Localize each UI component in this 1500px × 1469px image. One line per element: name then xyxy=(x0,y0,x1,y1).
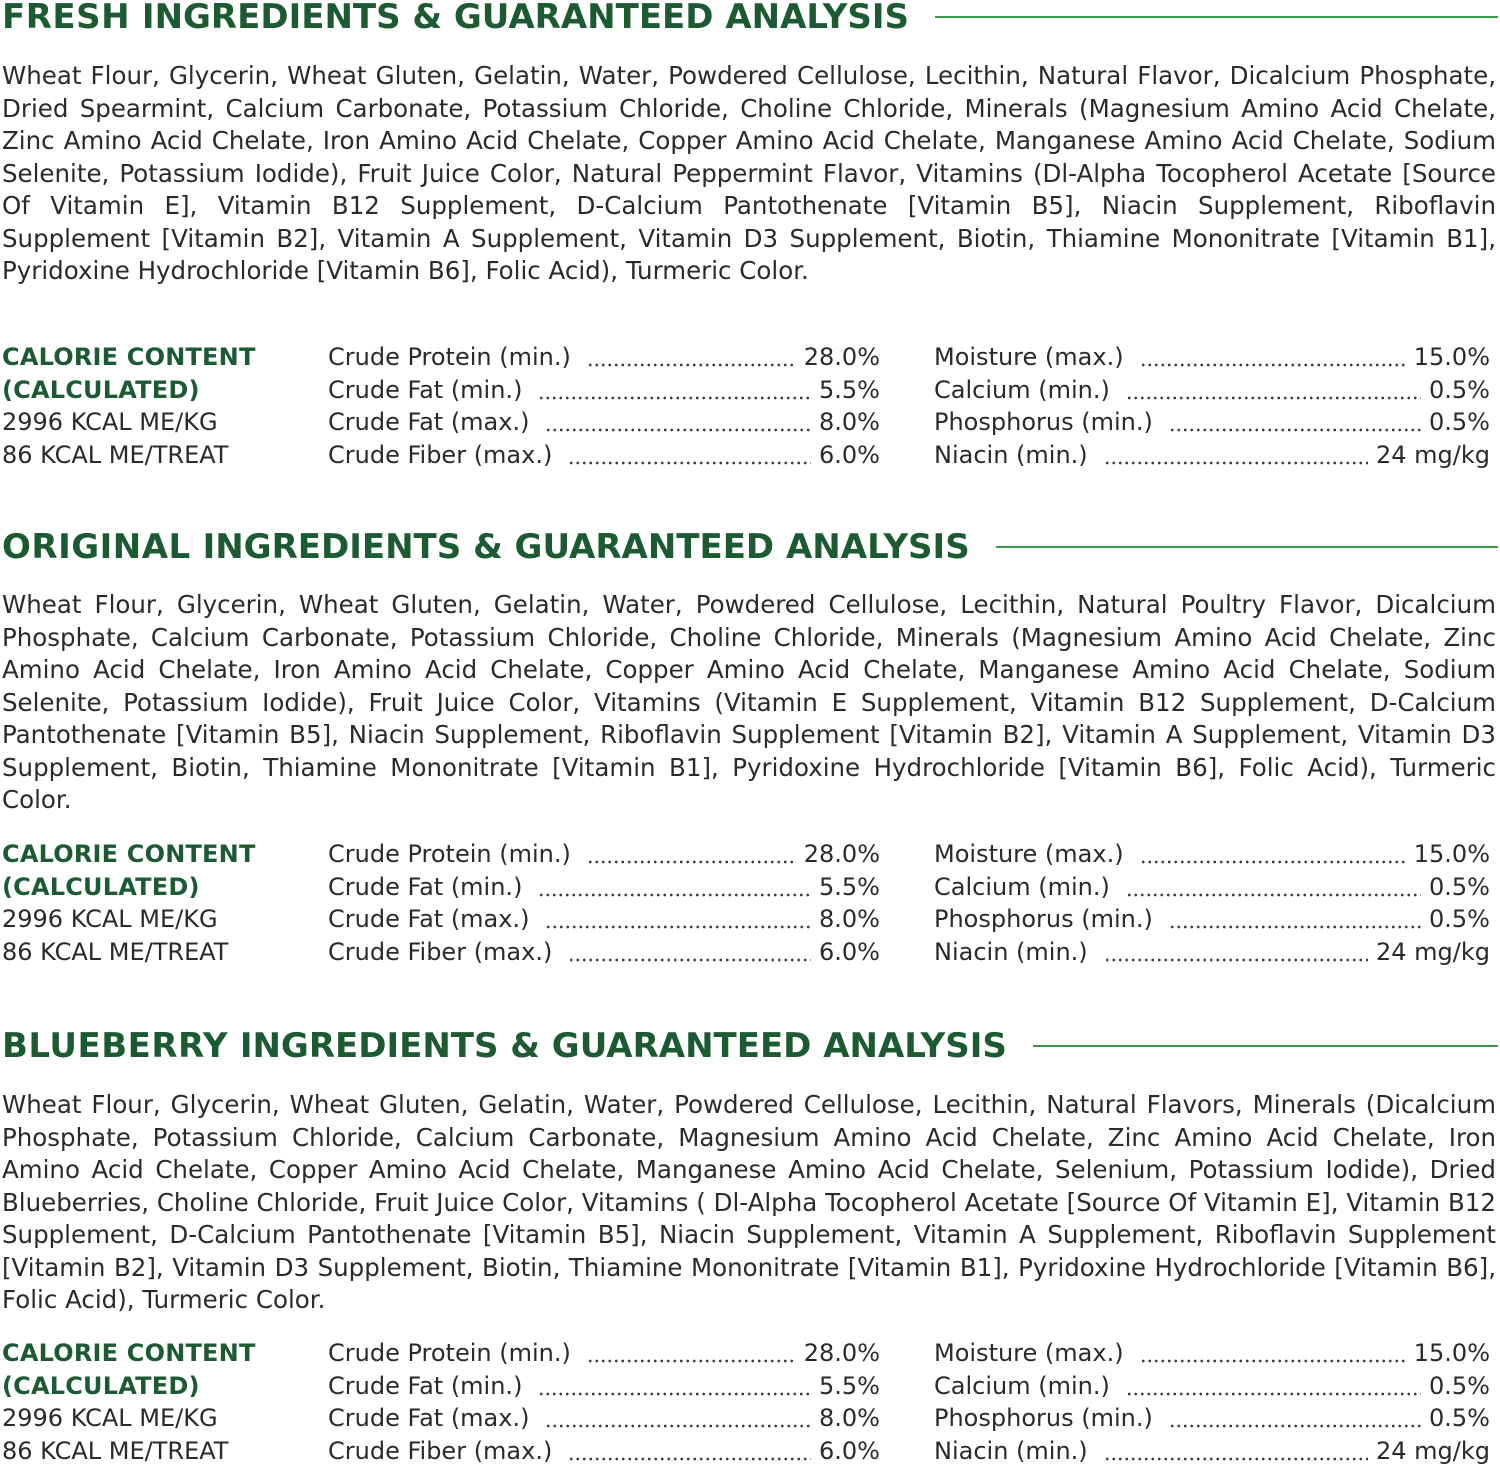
nutrient-label: Calcium (min.) xyxy=(934,375,1110,404)
nutrient-value: 0.5% xyxy=(1429,1371,1490,1400)
nutrient-label: Calcium (min.) xyxy=(934,872,1110,901)
dot-leader xyxy=(1104,439,1368,472)
ingredients-text: Wheat Flour, Glycerin, Wheat Gluten, Gelatin, Water, Powdered Cellulose, Lecithin, Natural Flavors, Minerals (Dicalcium Phosphate, Potassium Chloride, Calcium Carbonate, Magnesium Amino Acid Chelate, Zinc Amino Acid Chelate, Iron Amino Acid Chelate, Copper Amino Acid Chelate, Manganese Amino Acid Chelate, Selenium, Potassium Iodide), Dried Blueberries, Choline Chloride, Fruit Juice Color, Vitamins ( Dl-Alpha Tocopherol Acetate [Source Of Vitamin E], Vitamin B12 Supplement, D-Calcium Pantothenate [Vitamin B5], Niacin Supplement, Vitamin A Supplement, Riboflavin Supplement [Vitamin B2], Vitamin D3 Supplement, Biotin, Thiamine Mononitrate [Vitamin B1], Pyridoxine Hydrochloride [Vitamin B6], Folic Acid), Turmeric Color. xyxy=(2,1090,1496,1314)
dot-leader xyxy=(1140,1337,1406,1370)
nutrient-label: Crude Fiber (max.) xyxy=(328,937,553,966)
nutrient-label: Niacin (min.) xyxy=(934,440,1088,469)
dot-leader xyxy=(587,1337,796,1370)
nutrient-column-a xyxy=(328,1337,880,1467)
section-heading-row xyxy=(0,527,1500,567)
calorie-content xyxy=(2,838,312,968)
nutrient-value: 8.0% xyxy=(819,408,880,436)
nutrient-row xyxy=(934,936,1490,969)
section-title: INGREDIENTS & GUARANTEED ANALYSIS xyxy=(141,0,910,37)
dot-leader xyxy=(1104,936,1368,969)
nutrient-value: 5.5% xyxy=(819,375,880,404)
nutrient-row xyxy=(934,871,1490,904)
nutrient-row xyxy=(934,439,1490,472)
nutrient-row xyxy=(934,1402,1490,1435)
nutrient-label: Crude Fat (min.) xyxy=(328,872,523,901)
nutrient-row xyxy=(328,1435,880,1468)
dot-leader xyxy=(568,1435,811,1468)
guaranteed-analysis xyxy=(0,341,1500,471)
dot-leader xyxy=(1169,903,1421,936)
nutrient-row xyxy=(328,341,880,374)
nutrient-value: 28.0% xyxy=(803,343,880,371)
nutrient-label: Crude Fat (min.) xyxy=(328,375,523,404)
nutrient-column-b xyxy=(934,341,1490,471)
nutrient-value: 8.0% xyxy=(819,905,880,933)
section-heading-row xyxy=(0,0,1500,37)
nutrient-label: Niacin (min.) xyxy=(934,937,1088,966)
nutrient-row xyxy=(328,374,880,407)
dot-leader xyxy=(1126,871,1421,904)
nutrient-value: 28.0% xyxy=(803,1339,880,1367)
dot-leader xyxy=(1140,838,1406,871)
dot-leader xyxy=(1126,1370,1421,1403)
nutrient-label: Niacin (min.) xyxy=(934,1436,1088,1465)
kcal-per-treat: 86 KCAL ME/TREAT xyxy=(2,1436,229,1465)
nutrient-row xyxy=(328,439,880,472)
nutrient-label: Crude Protein (min.) xyxy=(328,1339,571,1367)
nutrient-label: Crude Fiber (max.) xyxy=(328,1436,553,1465)
nutrient-value: 5.5% xyxy=(819,872,880,901)
nutrient-label: Moisture (max.) xyxy=(934,1339,1124,1367)
nutrient-row xyxy=(934,406,1490,439)
kcal-per-kg: 2996 KCAL ME/KG xyxy=(2,408,218,436)
nutrient-label: Phosphorus (min.) xyxy=(934,408,1153,436)
nutrient-value: 8.0% xyxy=(819,1404,880,1432)
section-title: INGREDIENTS & GUARANTEED ANALYSIS xyxy=(239,1026,1007,1066)
nutrient-value: 15.0% xyxy=(1413,343,1490,371)
dot-leader xyxy=(545,406,811,439)
nutrient-label: Phosphorus (min.) xyxy=(934,905,1153,933)
calorie-subheading: (CALCULATED) xyxy=(2,1371,200,1400)
nutrient-row xyxy=(328,1370,880,1403)
section-heading xyxy=(0,527,970,567)
section-heading xyxy=(0,0,909,37)
nutrient-label: Moisture (max.) xyxy=(934,343,1124,371)
kcal-per-treat: 86 KCAL ME/TREAT xyxy=(2,937,229,966)
nutrient-value: 24 mg/kg xyxy=(1376,937,1490,966)
section-original xyxy=(0,527,1500,972)
nutrient-row xyxy=(328,936,880,969)
dot-leader xyxy=(538,1370,811,1403)
calorie-heading: CALORIE CONTENT xyxy=(2,343,256,371)
nutrient-row xyxy=(934,341,1490,374)
dot-leader xyxy=(1104,1435,1368,1468)
nutrient-value: 24 mg/kg xyxy=(1376,440,1490,469)
calorie-subheading: (CALCULATED) xyxy=(2,375,200,404)
nutrient-label: Crude Fat (max.) xyxy=(328,408,530,436)
nutrient-value: 24 mg/kg xyxy=(1376,1436,1490,1465)
nutrient-label: Calcium (min.) xyxy=(934,1371,1110,1400)
nutrient-row xyxy=(328,406,880,439)
nutrient-label: Crude Protein (min.) xyxy=(328,343,571,371)
nutrient-label: Crude Protein (min.) xyxy=(328,840,571,868)
dot-leader xyxy=(538,871,811,904)
nutrient-column-a xyxy=(328,838,880,968)
nutrient-row xyxy=(934,838,1490,871)
nutrient-value: 15.0% xyxy=(1413,840,1490,868)
nutrient-value: 5.5% xyxy=(819,1371,880,1400)
kcal-per-kg: 2996 KCAL ME/KG xyxy=(2,1404,218,1432)
nutrient-value: 0.5% xyxy=(1429,375,1490,404)
nutrient-row xyxy=(934,1337,1490,1370)
nutrient-label: Crude Fat (max.) xyxy=(328,905,530,933)
nutrient-row xyxy=(328,838,880,871)
kcal-per-kg: 2996 KCAL ME/KG xyxy=(2,905,218,933)
nutrient-label: Phosphorus (min.) xyxy=(934,1404,1153,1432)
section-title: INGREDIENTS & GUARANTEED ANALYSIS xyxy=(202,527,970,567)
nutrient-row xyxy=(328,1402,880,1435)
nutrient-label: Crude Fiber (max.) xyxy=(328,440,553,469)
section-keyword: FRESH xyxy=(2,0,131,37)
section-fresh xyxy=(0,0,1500,475)
nutrient-row xyxy=(328,1337,880,1370)
section-keyword: ORIGINAL xyxy=(2,527,191,567)
calorie-content xyxy=(2,1337,312,1467)
calorie-heading: CALORIE CONTENT xyxy=(2,1339,256,1367)
kcal-per-treat: 86 KCAL ME/TREAT xyxy=(2,440,229,469)
nutrient-value: 6.0% xyxy=(819,1436,880,1465)
calorie-content xyxy=(2,341,312,471)
heading-rule xyxy=(935,16,1498,18)
nutrient-label: Crude Fat (min.) xyxy=(328,1371,523,1400)
nutrient-column-b xyxy=(934,838,1490,968)
nutrient-label: Crude Fat (max.) xyxy=(328,1404,530,1432)
dot-leader xyxy=(568,936,811,969)
calorie-subheading: (CALCULATED) xyxy=(2,872,200,901)
dot-leader xyxy=(538,374,811,407)
ingredients-text: Wheat Flour, Glycerin, Wheat Gluten, Gelatin, Water, Powdered Cellulose, Lecithin, Natural Poultry Flavor, Dicalcium Phosphate, Calcium Carbonate, Potassium Chloride, Choline Chloride, Minerals (Magnesium Amino Acid Chelate, Zinc Amino Acid Chelate, Iron Amino Acid Chelate, Copper Amino Acid Chelate, Manganese Amino Acid Chelate, Sodium Selenite, Potassium Iodide), Fruit Juice Color, Vitamins (Vitamin E Supplement, Vitamin B12 Supplement, D-Calcium Pantothenate [Vitamin B5], Niacin Supplement, Riboflavin Supplement [Vitamin B2], Vitamin A Supplement, Vitamin D3 Supplement, Biotin, Thiamine Mononitrate [Vitamin B1], Pyridoxine Hydrochloride [Vitamin B6], Folic Acid), Turmeric Color. xyxy=(2,590,1496,814)
nutrient-row xyxy=(934,374,1490,407)
dot-leader xyxy=(1169,1402,1421,1435)
nutrient-column-b xyxy=(934,1337,1490,1467)
dot-leader xyxy=(1126,374,1421,407)
dot-leader xyxy=(1169,406,1421,439)
nutrient-value: 0.5% xyxy=(1429,872,1490,901)
nutrient-value: 28.0% xyxy=(803,840,880,868)
nutrient-value: 0.5% xyxy=(1429,1404,1490,1432)
nutrient-value: 6.0% xyxy=(819,440,880,469)
nutrient-row xyxy=(934,1435,1490,1468)
dot-leader xyxy=(568,439,811,472)
section-keyword: BLUEBERRY xyxy=(2,1026,228,1066)
nutrient-row xyxy=(328,871,880,904)
nutrient-row xyxy=(934,1370,1490,1403)
section-heading-row xyxy=(0,1026,1500,1066)
nutrient-row xyxy=(328,903,880,936)
dot-leader xyxy=(587,838,796,871)
nutrient-value: 0.5% xyxy=(1429,905,1490,933)
ingredients-text: Wheat Flour, Glycerin, Wheat Gluten, Gelatin, Water, Powdered Cellulose, Lecithin, Natural Flavor, Dicalcium Phosphate, Dried Spearmint, Calcium Carbonate, Potassium Chloride, Choline Chloride, Minerals (Magnesium Amino Acid Chelate, Zinc Amino Acid Chelate, Iron Amino Acid Chelate, Copper Amino Acid Chelate, Manganese Amino Acid Chelate, Sodium Selenite, Potassium Iodide), Fruit Juice Color, Natural Peppermint Flavor, Vitamins (Dl-Alpha Tocopherol Acetate [Source Of Vitamin E], Vitamin B12 Supplement, D-Calcium Pantothenate [Vitamin B5], Niacin Supplement, Riboflavin Supplement [Vitamin B2], Vitamin A Supplement, Vitamin D3 Supplement, Biotin, Thiamine Mononitrate [Vitamin B1], Pyridoxine Hydrochloride [Vitamin B6], Folic Acid), Turmeric Color. xyxy=(2,61,1496,285)
section-heading xyxy=(0,1026,1007,1066)
heading-rule xyxy=(1033,1045,1498,1047)
nutrient-value: 15.0% xyxy=(1413,1339,1490,1367)
nutrient-row xyxy=(934,903,1490,936)
guaranteed-analysis xyxy=(0,1337,1500,1467)
dot-leader xyxy=(545,903,811,936)
heading-rule xyxy=(996,546,1498,548)
nutrient-value: 6.0% xyxy=(819,937,880,966)
nutrient-label: Moisture (max.) xyxy=(934,840,1124,868)
dot-leader xyxy=(1140,341,1406,374)
nutrient-value: 0.5% xyxy=(1429,408,1490,436)
calorie-heading: CALORIE CONTENT xyxy=(2,840,256,868)
section-blueberry xyxy=(0,1026,1500,1469)
dot-leader xyxy=(545,1402,811,1435)
nutrient-column-a xyxy=(328,341,880,471)
dot-leader xyxy=(587,341,796,374)
guaranteed-analysis xyxy=(0,838,1500,968)
